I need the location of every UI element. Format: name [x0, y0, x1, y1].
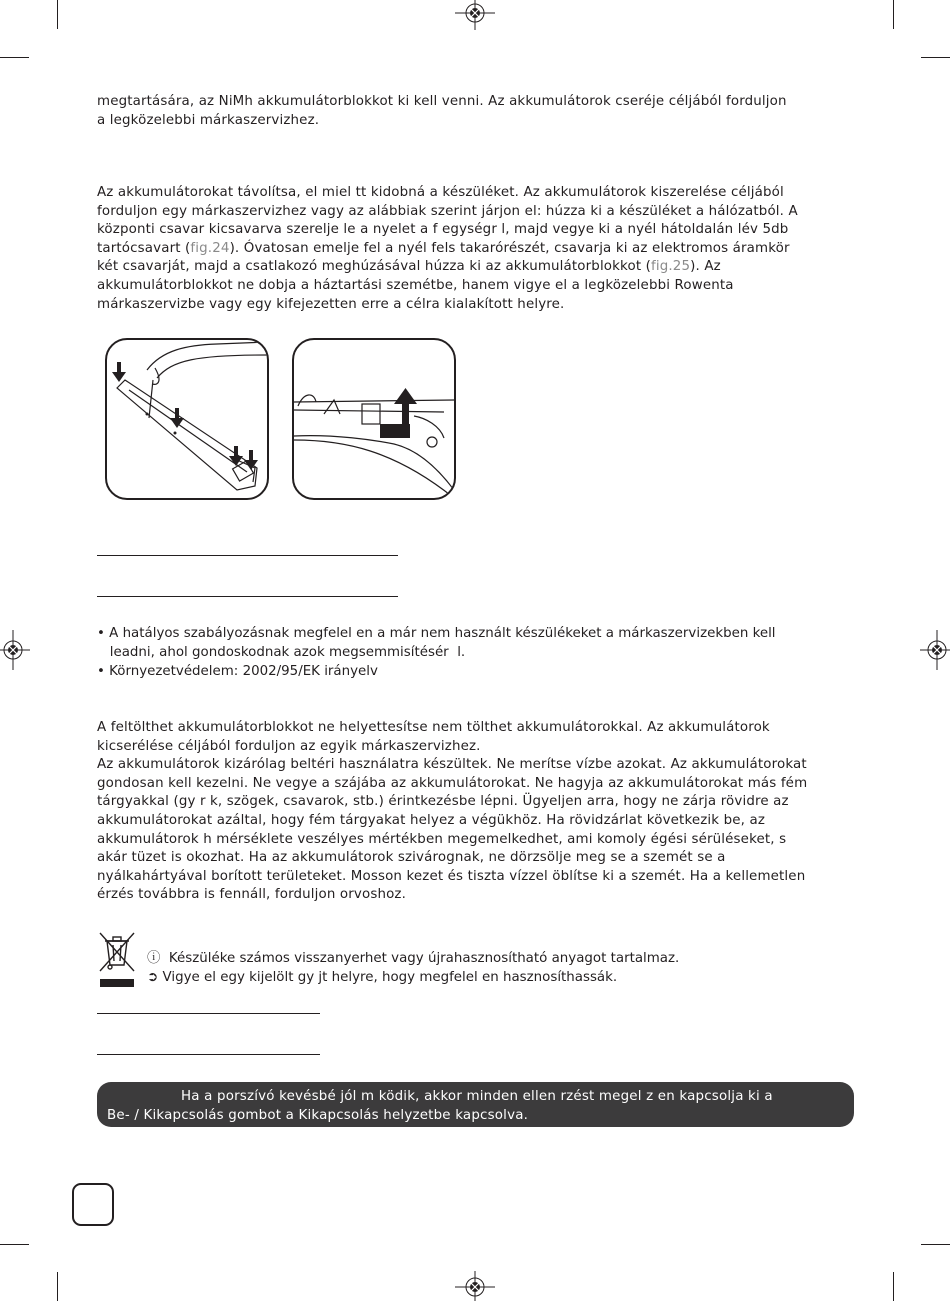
text-line: akár tüzet is okozhat. Ha az akkumulátorok szivárognak, ne dörzsölje meg se a szemét se a	[97, 850, 726, 866]
text-line: tárgyakkal (gy r k, szögek, csavarok, stb.) érintkezésbe lépni. Ügyeljen arra, hogy ne zárja rövidre az	[97, 794, 789, 810]
arrow-right-icon: ➲	[147, 970, 159, 985]
battery-safety-paragraph	[97, 719, 855, 905]
figure-reference: fig.24	[190, 240, 230, 256]
text-line	[97, 258, 855, 277]
crop-mark	[893, 0, 894, 29]
recycle-line	[147, 968, 679, 987]
note-banner	[97, 1082, 854, 1127]
text-segment: Vigye el egy kijelölt gy jt helyre, hogy megfelel en hasznosíthassák.	[162, 970, 618, 985]
info-icon: ⓘ	[147, 951, 161, 966]
text-line: A feltölthet akkumulátorblokkot ne helyettesítse nem tölthet akkumulátorokkal. Az akkumulátorok	[97, 720, 770, 735]
text-line: akkumulátorok h mérséklete veszélyes mértékben megemelkedhet, ami komoly égési sérüléseket, s	[97, 831, 787, 847]
page-number-box	[72, 1183, 114, 1226]
list-item: leadni, ahol gondoskodnak azok megsemmisítésér l.	[97, 645, 466, 660]
recycle-line	[147, 949, 679, 968]
figure-24-illustration	[105, 338, 269, 500]
crop-mark	[921, 57, 950, 58]
text-line: forduljon egy márkaszervizhez vagy az alábbiak szerint járjon el: húzza ki a készüléket a hálózatból. A	[97, 203, 798, 219]
text-segment: két csavarját, majd a csatlakozó meghúzásával húzza ki az akkumulátorblokkot (	[97, 259, 652, 275]
text-line: megtartására, az NiMh akkumulátorblokkot ki kell venni. Az akkumulátorok cseréje céljából forduljon	[97, 94, 787, 109]
crop-mark	[921, 1244, 950, 1245]
text-line: gondosan kell kezelni. Ne vegye a szájába az akkumulátorokat. Ne hagyja az akkumulátorokat más fém	[97, 775, 808, 791]
note-line: Be- / Kikapcsolás gombot a Kikapcsolás helyzetbe kapcsolva.	[107, 1108, 529, 1123]
text-line: márkaszervizbe vagy egy kifejezetten erre a célra kialakított helyre.	[97, 296, 565, 312]
disposal-bullet-list	[97, 624, 857, 681]
text-line: érzés továbbra is fennáll, forduljon orvoshoz.	[97, 887, 407, 903]
section-heading-rule	[97, 1054, 320, 1055]
handle-screws-drawing	[107, 340, 267, 498]
text-line: nyálkahártyával borított területeket. Mosson kezet és tiszta vízzel öblítse ki a szemét. Ha a kellemetlen	[97, 868, 806, 884]
text-line: a legközelebbi márkaszervizhez.	[97, 112, 320, 128]
text-line: központi csavar kicsavarva szerelje le a nyelet a f egységr l, majd vegye ki a nyél hátoldalán lév 5db	[97, 222, 789, 238]
battery-pack-drawing	[294, 340, 454, 498]
crop-mark	[893, 1272, 894, 1301]
crop-mark	[0, 57, 29, 58]
text-segment: tartócsavart (	[97, 240, 191, 256]
registration-mark-icon	[455, 0, 495, 30]
registration-mark-icon	[455, 1271, 495, 1301]
registration-mark-icon	[920, 630, 950, 670]
list-item: • Környezetvédelem: 2002/95/EK irányelv	[97, 664, 378, 679]
text-line: Az akkumulátorok kizárólag beltéri használatra készültek. Ne merítse vízbe azokat. Az akkumulátorokat	[97, 757, 807, 773]
recycle-info	[147, 949, 679, 987]
crop-mark	[57, 0, 58, 29]
crossed-out-bin-icon	[98, 931, 136, 989]
note-line: Ha a porszívó kevésbé jól m ködik, akkor minden ellen rzést megel z en kapcsolja ki a	[181, 1089, 773, 1104]
crop-mark	[0, 1244, 29, 1245]
registration-mark-icon	[0, 630, 30, 670]
figure-25-illustration	[292, 338, 456, 500]
text-line: kicserélése céljából forduljon az egyik márkaszervizhez.	[97, 738, 481, 754]
section-heading-rule	[97, 555, 398, 556]
text-segment: ). Az	[690, 259, 721, 275]
section-heading-rule	[97, 1013, 320, 1014]
battery-removal-paragraph	[97, 184, 855, 314]
text-line	[97, 240, 855, 259]
text-segment: ). Óvatosan emelje fel a nyél fels takarórészét, csavarja ki az elektromos áramkör	[229, 240, 790, 256]
figure-reference: fig.25	[651, 259, 691, 275]
intro-paragraph	[97, 93, 855, 130]
section-heading-rule	[97, 596, 398, 597]
text-line: akkumulátorblokkot ne dobja a háztartási szemétbe, hanem vigye el a legközelebbi Rowenta	[97, 277, 734, 293]
text-line: akkumulátorokat azáltal, hogy fém tárgyakat helyez a végükhöz. Ha rövidzárlat következik be, az	[97, 812, 766, 828]
text-segment: Készüléke számos visszanyerhet vagy újrahasznosítható anyagot tartalmaz.	[168, 951, 680, 966]
text-line: Az akkumulátorokat távolítsa, el miel tt kidobná a készüléket. Az akkumulátorok kiszerelése céljából	[97, 185, 784, 200]
list-item: • A hatályos szabályozásnak megfelel en a már nem használt készülékeket a márkaszervizekben kell	[97, 626, 776, 641]
crop-mark	[57, 1272, 58, 1301]
